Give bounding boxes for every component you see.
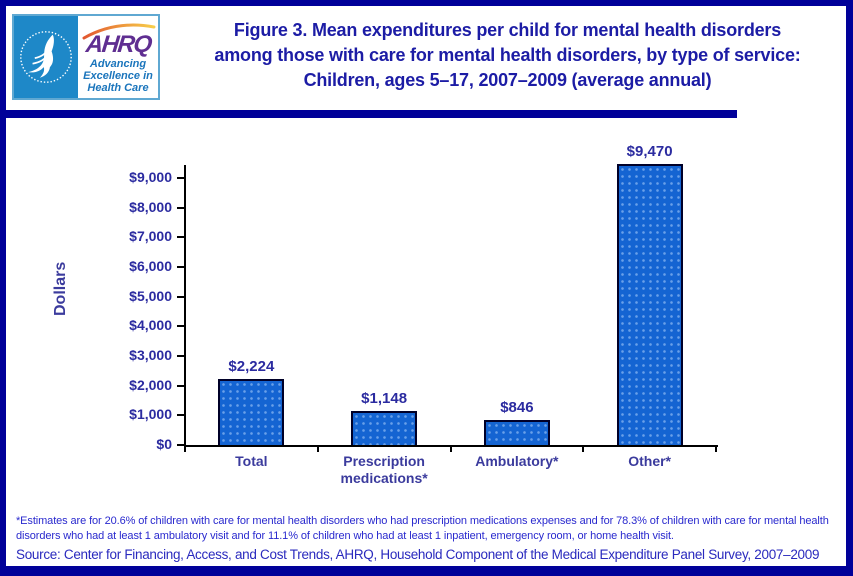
y-axis-tick xyxy=(177,296,185,298)
bar xyxy=(351,411,417,445)
y-axis-tick-label: $2,000 xyxy=(129,376,172,393)
y-axis-tick xyxy=(177,177,185,179)
ahrq-acronym: AHRQ xyxy=(84,31,152,58)
x-axis-tick xyxy=(450,445,452,452)
bar-value-label: $2,224 xyxy=(228,358,275,375)
bar xyxy=(617,164,683,445)
x-axis-tick xyxy=(582,445,584,452)
y-axis-tick-label: $4,000 xyxy=(129,317,172,334)
footnote-text: *Estimates are for 20.6% of children with care for mental health disorders who had prescription medications expenses and for 78.3% of children with care for mental health disorders who had at least 1 ambulatory visit and for 11.1% of children who had at least 1 inpatient, emergency room, or home health visit. xyxy=(16,515,829,542)
x-axis-tick xyxy=(715,445,717,452)
figure-title-line-2: among those with care for mental health disorders, by type of service: xyxy=(214,45,801,65)
x-axis-tick xyxy=(184,445,186,452)
ahrq-tagline-line: Health Care xyxy=(87,82,149,94)
ahrq-tagline-line: Advancing xyxy=(89,58,147,70)
y-axis-tick-label: $7,000 xyxy=(129,228,172,245)
ahrq-tagline-line: Excellence in xyxy=(83,70,153,82)
bar-value-label: $1,148 xyxy=(361,390,408,407)
y-axis-tick-label: $1,000 xyxy=(129,406,172,423)
bar xyxy=(484,420,550,445)
y-axis-tick xyxy=(177,385,185,387)
bar xyxy=(218,379,284,445)
figure-title-line-1: Figure 3. Mean expenditures per child for mental health disorders xyxy=(233,20,782,40)
category-label: Ambulatory* xyxy=(475,453,559,469)
y-axis-title: Dollars xyxy=(52,261,69,316)
figure-title-line-3: Children, ages 5–17, 2007–2009 (average annual) xyxy=(303,70,712,90)
category-label: Prescription medications* xyxy=(340,453,428,486)
bar-value-label: $846 xyxy=(500,399,534,416)
y-axis-tick-label: $3,000 xyxy=(129,347,172,363)
source-text: Source: Center for Financing, Access, and Cost Trends, AHRQ, Household Component of the Medical Expenditure Panel Survey, 2007–2009 xyxy=(16,547,820,562)
y-axis-tick xyxy=(177,414,185,416)
y-axis-tick-label: $0 xyxy=(156,436,172,452)
y-axis-tick xyxy=(177,355,185,357)
y-axis-tick-label: $6,000 xyxy=(129,258,172,274)
category-label: Other* xyxy=(628,453,672,469)
category-label: Total xyxy=(235,453,268,469)
x-axis-tick xyxy=(317,445,319,452)
bar-value-label: $9,470 xyxy=(626,143,673,160)
y-axis-tick-label: $9,000 xyxy=(129,169,172,185)
y-axis-tick-label: $5,000 xyxy=(129,287,172,304)
y-axis-tick-label: $8,000 xyxy=(129,198,172,215)
y-axis-tick xyxy=(177,207,185,209)
y-axis-tick xyxy=(177,236,185,238)
y-axis-tick xyxy=(177,325,185,327)
y-axis-tick xyxy=(177,266,185,268)
